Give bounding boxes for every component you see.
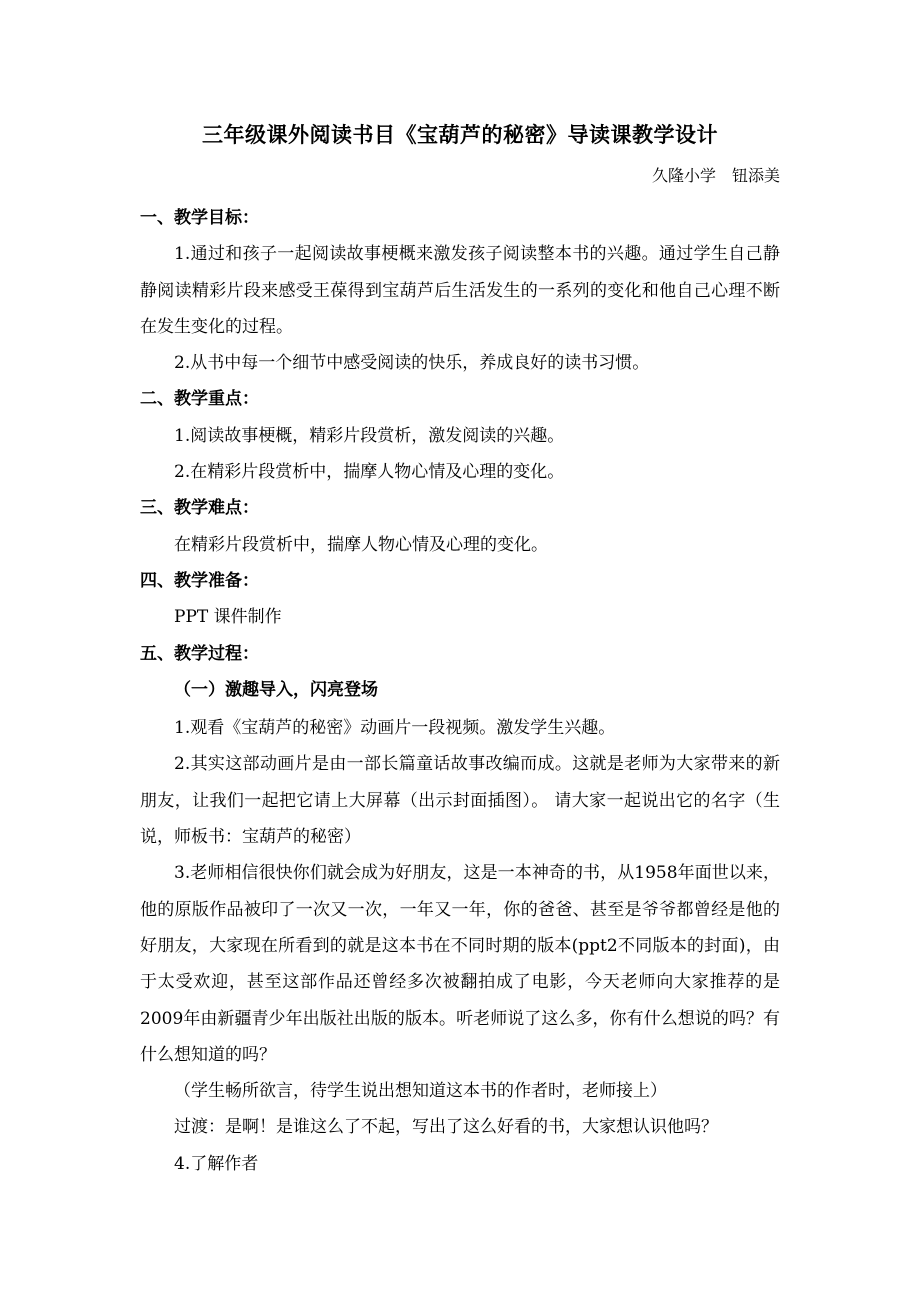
document-body	[140, 200, 780, 1182]
goal-item: 2.从书中每一个细节中感受阅读的快乐，养成良好的读书习惯。	[174, 353, 650, 374]
difficulty-text: 在精彩片段赏析中，揣摩人物心情及心理的变化。	[174, 534, 548, 555]
section-heading-preparation: 四、教学准备：	[140, 570, 259, 591]
process-item: 2.其实这部动画片是由一部长篇童话故事改编而成。这就是老师为大家带来的新朋友，让我们一起把它请上大屏幕（出示封面插图）。 请大家一起说出它的名字（生说，师板书：宝葫芦的秘密）	[140, 754, 780, 848]
key-point-item: 1.阅读故事梗概，精彩片段赏析，激发阅读的兴趣。	[174, 425, 565, 446]
section-heading-key-points: 二、教学重点：	[140, 389, 259, 410]
process-subheading: （一）激趣导入，闪亮登场	[174, 679, 378, 700]
process-item: （学生畅所欲言，待学生说出想知道这本书的作者时，老师接上）	[174, 1081, 667, 1102]
section-heading-process: 五、教学过程：	[140, 643, 259, 664]
process-item: 4.了解作者	[174, 1153, 259, 1174]
process-item: 1.观看《宝葫芦的秘密》动画片一段视频。激发学生兴趣。	[174, 718, 616, 739]
preparation-text: PPT 课件制作	[174, 607, 282, 628]
author-line: 久隆小学 钮添美	[651, 166, 780, 185]
document-title: 三年级课外阅读书目《宝葫芦的秘密》导读课教学设计	[202, 122, 718, 147]
section-heading-goals: 一、教学目标：	[140, 208, 259, 228]
process-item: 3.老师相信很快你们就会成为好朋友，这是一本神奇的书，从1958年面世以来，他的原版作品被印了一次又一次，一年又一年，你的爸爸、甚至是爷爷都曾经是他的好朋友，大家现在所看到的就是这本书在不同时期的版本(ppt2不同版本的封面)，由于太受欢迎，甚至这部作品还曾经多次被翻拍成了电影，今天老师向大家推荐的是2009年由新疆青少年出版社出版的版本。听老师说了这么多，你有什么想说的吗？有什么想知道的吗？	[140, 863, 780, 1065]
process-item: 过渡：是啊！是谁这么了不起，写出了这么好看的书，大家想认识他吗？	[174, 1117, 718, 1138]
key-point-item: 2.在精彩片段赏析中，揣摩人物心情及心理的变化。	[174, 462, 565, 483]
section-heading-difficulties: 三、教学难点：	[140, 498, 259, 519]
goal-item: 1.通过和孩子一起阅读故事梗概来激发孩子阅读整本书的兴趣。通过学生自己静静阅读精彩片段来感受王葆得到宝葫芦后生活发生的一系列的变化和他自己心理不断在发生变化的过程。	[140, 244, 780, 337]
